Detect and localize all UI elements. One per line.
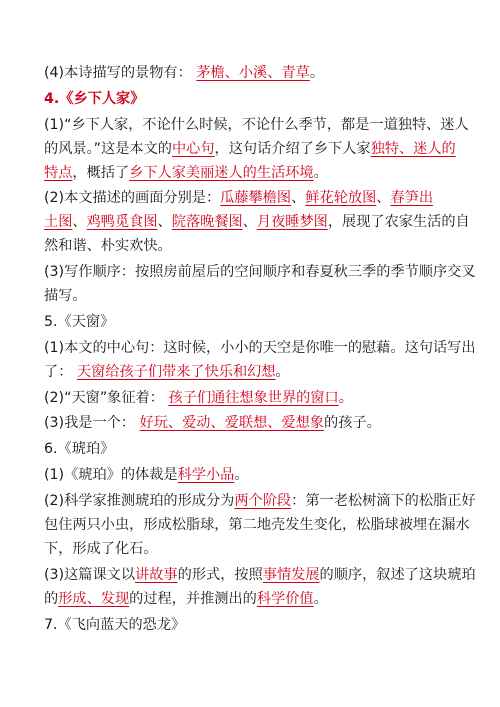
body-text: 了： <box>44 363 77 380</box>
body-text: 的过程，并推测出的 <box>129 590 257 607</box>
body-text: ：第一老松树滴下的松脂正好 <box>291 493 476 510</box>
body-text: 。 <box>309 65 325 81</box>
body-text: 、 <box>157 214 172 231</box>
answer-text: 科学小品 <box>177 467 235 484</box>
text-line <box>44 438 468 462</box>
body-text: (3)写作顺序：按照房前屋后的空间顺序和春夏秋三季的季节顺序交叉 <box>44 264 476 281</box>
answer-text: 乡下人家美丽迷人的生活环境 <box>129 164 314 181</box>
text-line <box>44 187 468 211</box>
answer-text: 好玩、爱动、爱联想、爱想象 <box>139 415 324 432</box>
text-line <box>44 138 468 162</box>
text-line <box>44 538 468 562</box>
text-line <box>44 285 468 309</box>
body-text: 的形式，按照 <box>177 566 263 583</box>
text-line <box>44 514 468 538</box>
answer-text: 土图 <box>44 214 73 231</box>
answer-text: 特点 <box>44 164 73 181</box>
answer-text: 讲故事 <box>135 566 178 583</box>
body-text: (1)《琥珀》的体裁是 <box>44 467 178 484</box>
text-line <box>44 387 468 411</box>
body-text: ，概括了 <box>72 164 130 181</box>
text-line <box>44 337 476 361</box>
body-text: (2)科学家推测琥珀的形成分为 <box>44 493 235 510</box>
body-text: 。 <box>313 590 328 607</box>
body-text: 。 <box>275 363 290 380</box>
text-line <box>44 88 468 112</box>
body-text: 的顺序，叙述了这块琥珀 <box>319 566 476 583</box>
body-text: ，这句话介绍了乡下人家 <box>214 140 371 157</box>
body-text: 的风景。”这是本文的 <box>44 140 172 157</box>
body-text: 。 <box>338 389 353 406</box>
body-text: 、 <box>291 190 306 207</box>
answer-text: 茅檐、小溪、青草 <box>196 65 310 81</box>
body-text: (1)本文的中心句：这时候，小小的天空是你唯一的慰藉。这句话写出 <box>44 339 476 356</box>
body-text: (1)“乡下人家，不论什么时候，不论什么季节，都是一道独特、迷人 <box>44 116 469 133</box>
answer-text: 鲜花轮放图 <box>305 190 377 207</box>
text-line <box>44 412 468 436</box>
text-line <box>44 564 476 588</box>
text-line <box>44 235 468 259</box>
body-text: 包住两只小虫，形成松脂球，第二地壳发生变化，松脂球被埋在漏水 <box>44 517 470 534</box>
text-line <box>44 211 468 235</box>
text-line <box>44 162 468 186</box>
text-line <box>44 588 468 612</box>
body-text: (2)本文描述的画面分别是： <box>44 190 221 207</box>
body-text: 。 <box>234 467 249 484</box>
body-text: (2)“天窗”象征着： <box>44 389 169 406</box>
body-text: (3)这篇课文以 <box>44 566 136 583</box>
body-text: 6.《琥珀》 <box>44 441 115 458</box>
section-heading: 4.《乡下人家》 <box>44 90 145 107</box>
text-line <box>44 114 468 138</box>
text-lines <box>44 62 476 637</box>
body-text: 5.《天窗》 <box>44 313 115 330</box>
answer-text: 春笋出 <box>390 190 434 207</box>
answer-text: 两个阶段 <box>234 493 292 510</box>
text-line <box>44 361 468 385</box>
text-line <box>44 62 468 86</box>
body-text: 7.《飞向蓝天的恐龙》 <box>44 616 186 633</box>
body-text: 的 <box>44 590 59 607</box>
text-line <box>44 311 468 335</box>
text-line <box>44 490 476 514</box>
body-text: ，展现了农家生活的自 <box>327 214 470 231</box>
body-text: 。 <box>313 164 328 181</box>
answer-text: 形成、发现 <box>58 590 130 607</box>
answer-text: 独特、迷人的 <box>370 140 456 157</box>
body-text: 、 <box>376 190 391 207</box>
text-line <box>44 614 468 638</box>
body-text: 下，形成了化石。 <box>44 540 158 557</box>
body-text: 的孩子。 <box>324 415 381 432</box>
document-body <box>44 62 476 637</box>
body-text: 、 <box>242 214 257 231</box>
answer-text: 月夜睡梦图 <box>256 214 328 231</box>
answer-text: 天窗给孩子们带来了快乐和幻想 <box>76 363 276 380</box>
text-line <box>44 464 468 488</box>
body-text: (4)本诗描写的景物有： <box>44 65 197 81</box>
answer-text: 孩子们通往想象世界的窗口 <box>168 389 339 406</box>
text-line <box>44 261 476 285</box>
body-text: 、 <box>72 214 87 231</box>
body-text: 描写。 <box>44 288 87 305</box>
body-text: 然和谐、朴实欢快。 <box>44 238 172 255</box>
answer-text: 中心句 <box>171 140 215 157</box>
answer-text: 瓜藤攀檐图 <box>220 190 292 207</box>
answer-text: 院落晚餐图 <box>171 214 243 231</box>
answer-text: 鸡鸭觅食图 <box>86 214 158 231</box>
answer-text: 科学价值 <box>256 590 314 607</box>
answer-text: 事情发展 <box>262 566 320 583</box>
body-text: (3)我是一个： <box>44 415 140 432</box>
